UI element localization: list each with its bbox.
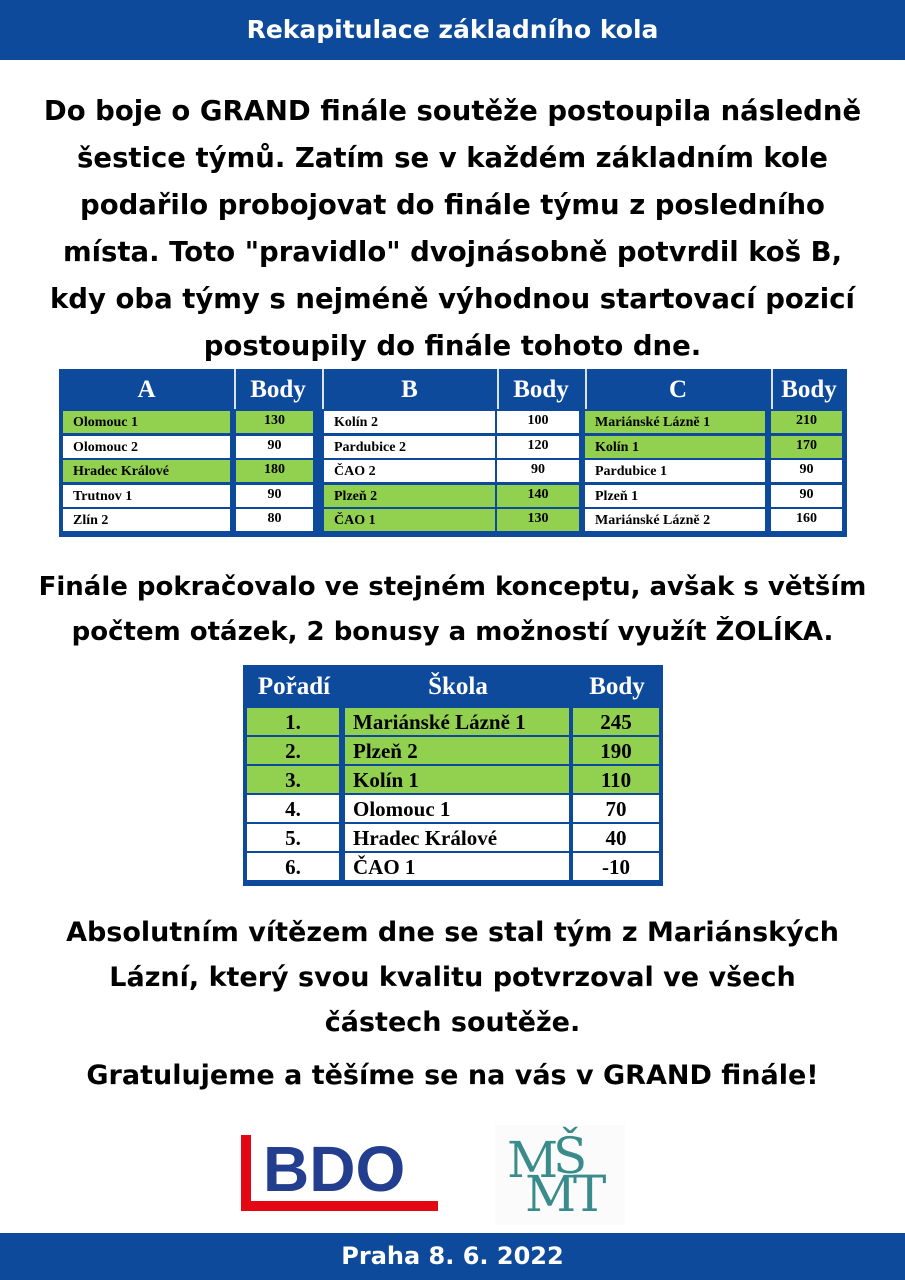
congratulations-text: Gratulujeme a těšíme se na vás v GRAND finále!	[86, 1060, 819, 1091]
header-separator	[585, 369, 587, 409]
header-separator	[771, 369, 773, 409]
team-name-cell: Mariánské Lázně 2	[585, 509, 765, 531]
bdo-logo-text: BDO	[263, 1135, 406, 1205]
team-points-cell: 80	[236, 509, 313, 531]
team-name-cell: ČAO 2	[324, 460, 495, 482]
team-points-cell: 210	[771, 411, 842, 433]
team-points-cell: 130	[236, 411, 313, 433]
header-separator	[234, 369, 236, 409]
school-cell: Kolín 1	[345, 766, 569, 793]
points-header: Body	[513, 376, 569, 403]
msmt-logo: M Š M T	[495, 1125, 625, 1225]
rank-cell: 5.	[247, 824, 339, 851]
points-header: Body	[781, 376, 837, 403]
points-cell: -10	[573, 853, 659, 880]
final-results-table	[243, 665, 663, 886]
points-cell: 110	[573, 766, 659, 793]
rank-cell: 1.	[247, 708, 339, 735]
team-points-cell: 120	[497, 436, 579, 458]
team-name-cell: Pardubice 2	[324, 436, 495, 458]
team-points-cell: 90	[236, 436, 313, 458]
round-results-table	[59, 369, 847, 537]
team-name-cell: Trutnov 1	[63, 485, 230, 507]
school-cell: Olomouc 1	[345, 795, 569, 822]
intro-paragraph: Do boje o GRAND finále soutěže postoupila následně šestice týmů. Zatím se v každém základním kole podařilo probojovat do finále týmu z posledního místa. Toto "pravidlo" dvojnásobně potvrdil koš B, kdy oba týmy s nejméně výhodnou startovací pozicí postoupily do finále tohoto dne.	[43, 95, 862, 362]
team-points-cell: 170	[771, 436, 842, 458]
team-points-cell: 90	[236, 485, 313, 507]
header-bar	[0, 0, 905, 60]
rank-cell: 4.	[247, 795, 339, 822]
school-cell: ČAO 1	[345, 853, 569, 880]
winner-paragraph: Absolutním vítězem dne se stal tým z Mariánských Lázní, který svou kvalitu potvrzoval ve všech částech soutěže.	[66, 917, 839, 1038]
page-title: Rekapitulace základního kola	[246, 15, 659, 44]
team-points-cell: 160	[771, 509, 842, 531]
team-name-cell: Pardubice 1	[585, 460, 765, 482]
group-header: C	[668, 376, 688, 403]
header-separator	[322, 369, 324, 409]
team-name-cell: Mariánské Lázně 1	[585, 411, 765, 433]
team-points-cell: 180	[236, 460, 313, 482]
points-cell: 70	[573, 795, 659, 822]
bdo-logo	[241, 1135, 438, 1211]
header-separator	[497, 369, 499, 409]
team-name-cell: Plzeň 1	[585, 485, 765, 507]
team-points-cell: 90	[771, 485, 842, 507]
school-cell: Mariánské Lázně 1	[345, 708, 569, 735]
footer-date: Praha 8. 6. 2022	[341, 1242, 564, 1270]
points-header: Body	[250, 376, 306, 403]
school-header: Škola	[428, 673, 488, 700]
final-description: Finále pokračovalo ve stejném konceptu, avšak s větším počtem otázek, 2 bonusy a možností využít ŽOLÍKA.	[38, 572, 867, 647]
team-name-cell: Kolín 1	[585, 436, 765, 458]
school-cell: Hradec Králové	[345, 824, 569, 851]
school-cell: Plzeň 2	[345, 737, 569, 764]
points-cell: 40	[573, 824, 659, 851]
team-name-cell: Kolín 2	[324, 411, 495, 433]
rank-header: Pořadí	[257, 673, 331, 700]
rank-cell: 3.	[247, 766, 339, 793]
footer-bar	[0, 1233, 905, 1280]
rank-cell: 6.	[247, 853, 339, 880]
points-cell: 245	[573, 708, 659, 735]
team-name-cell: Hradec Králové	[63, 460, 230, 482]
team-name-cell: Olomouc 2	[63, 436, 230, 458]
team-points-cell: 140	[497, 485, 579, 507]
rank-cell: 2.	[247, 737, 339, 764]
team-name-cell: Zlín 2	[63, 509, 230, 531]
points-cell: 190	[573, 737, 659, 764]
team-name-cell: Olomouc 1	[63, 411, 230, 433]
points-header: Body	[589, 673, 645, 700]
team-points-cell: 100	[497, 411, 579, 433]
group-header: B	[401, 376, 418, 403]
team-points-cell: 90	[771, 460, 842, 482]
group-header: A	[137, 376, 156, 403]
team-name-cell: ČAO 1	[324, 509, 495, 531]
team-points-cell: 90	[497, 460, 579, 482]
team-points-cell: 130	[497, 509, 579, 531]
team-name-cell: Plzeň 2	[324, 485, 495, 507]
